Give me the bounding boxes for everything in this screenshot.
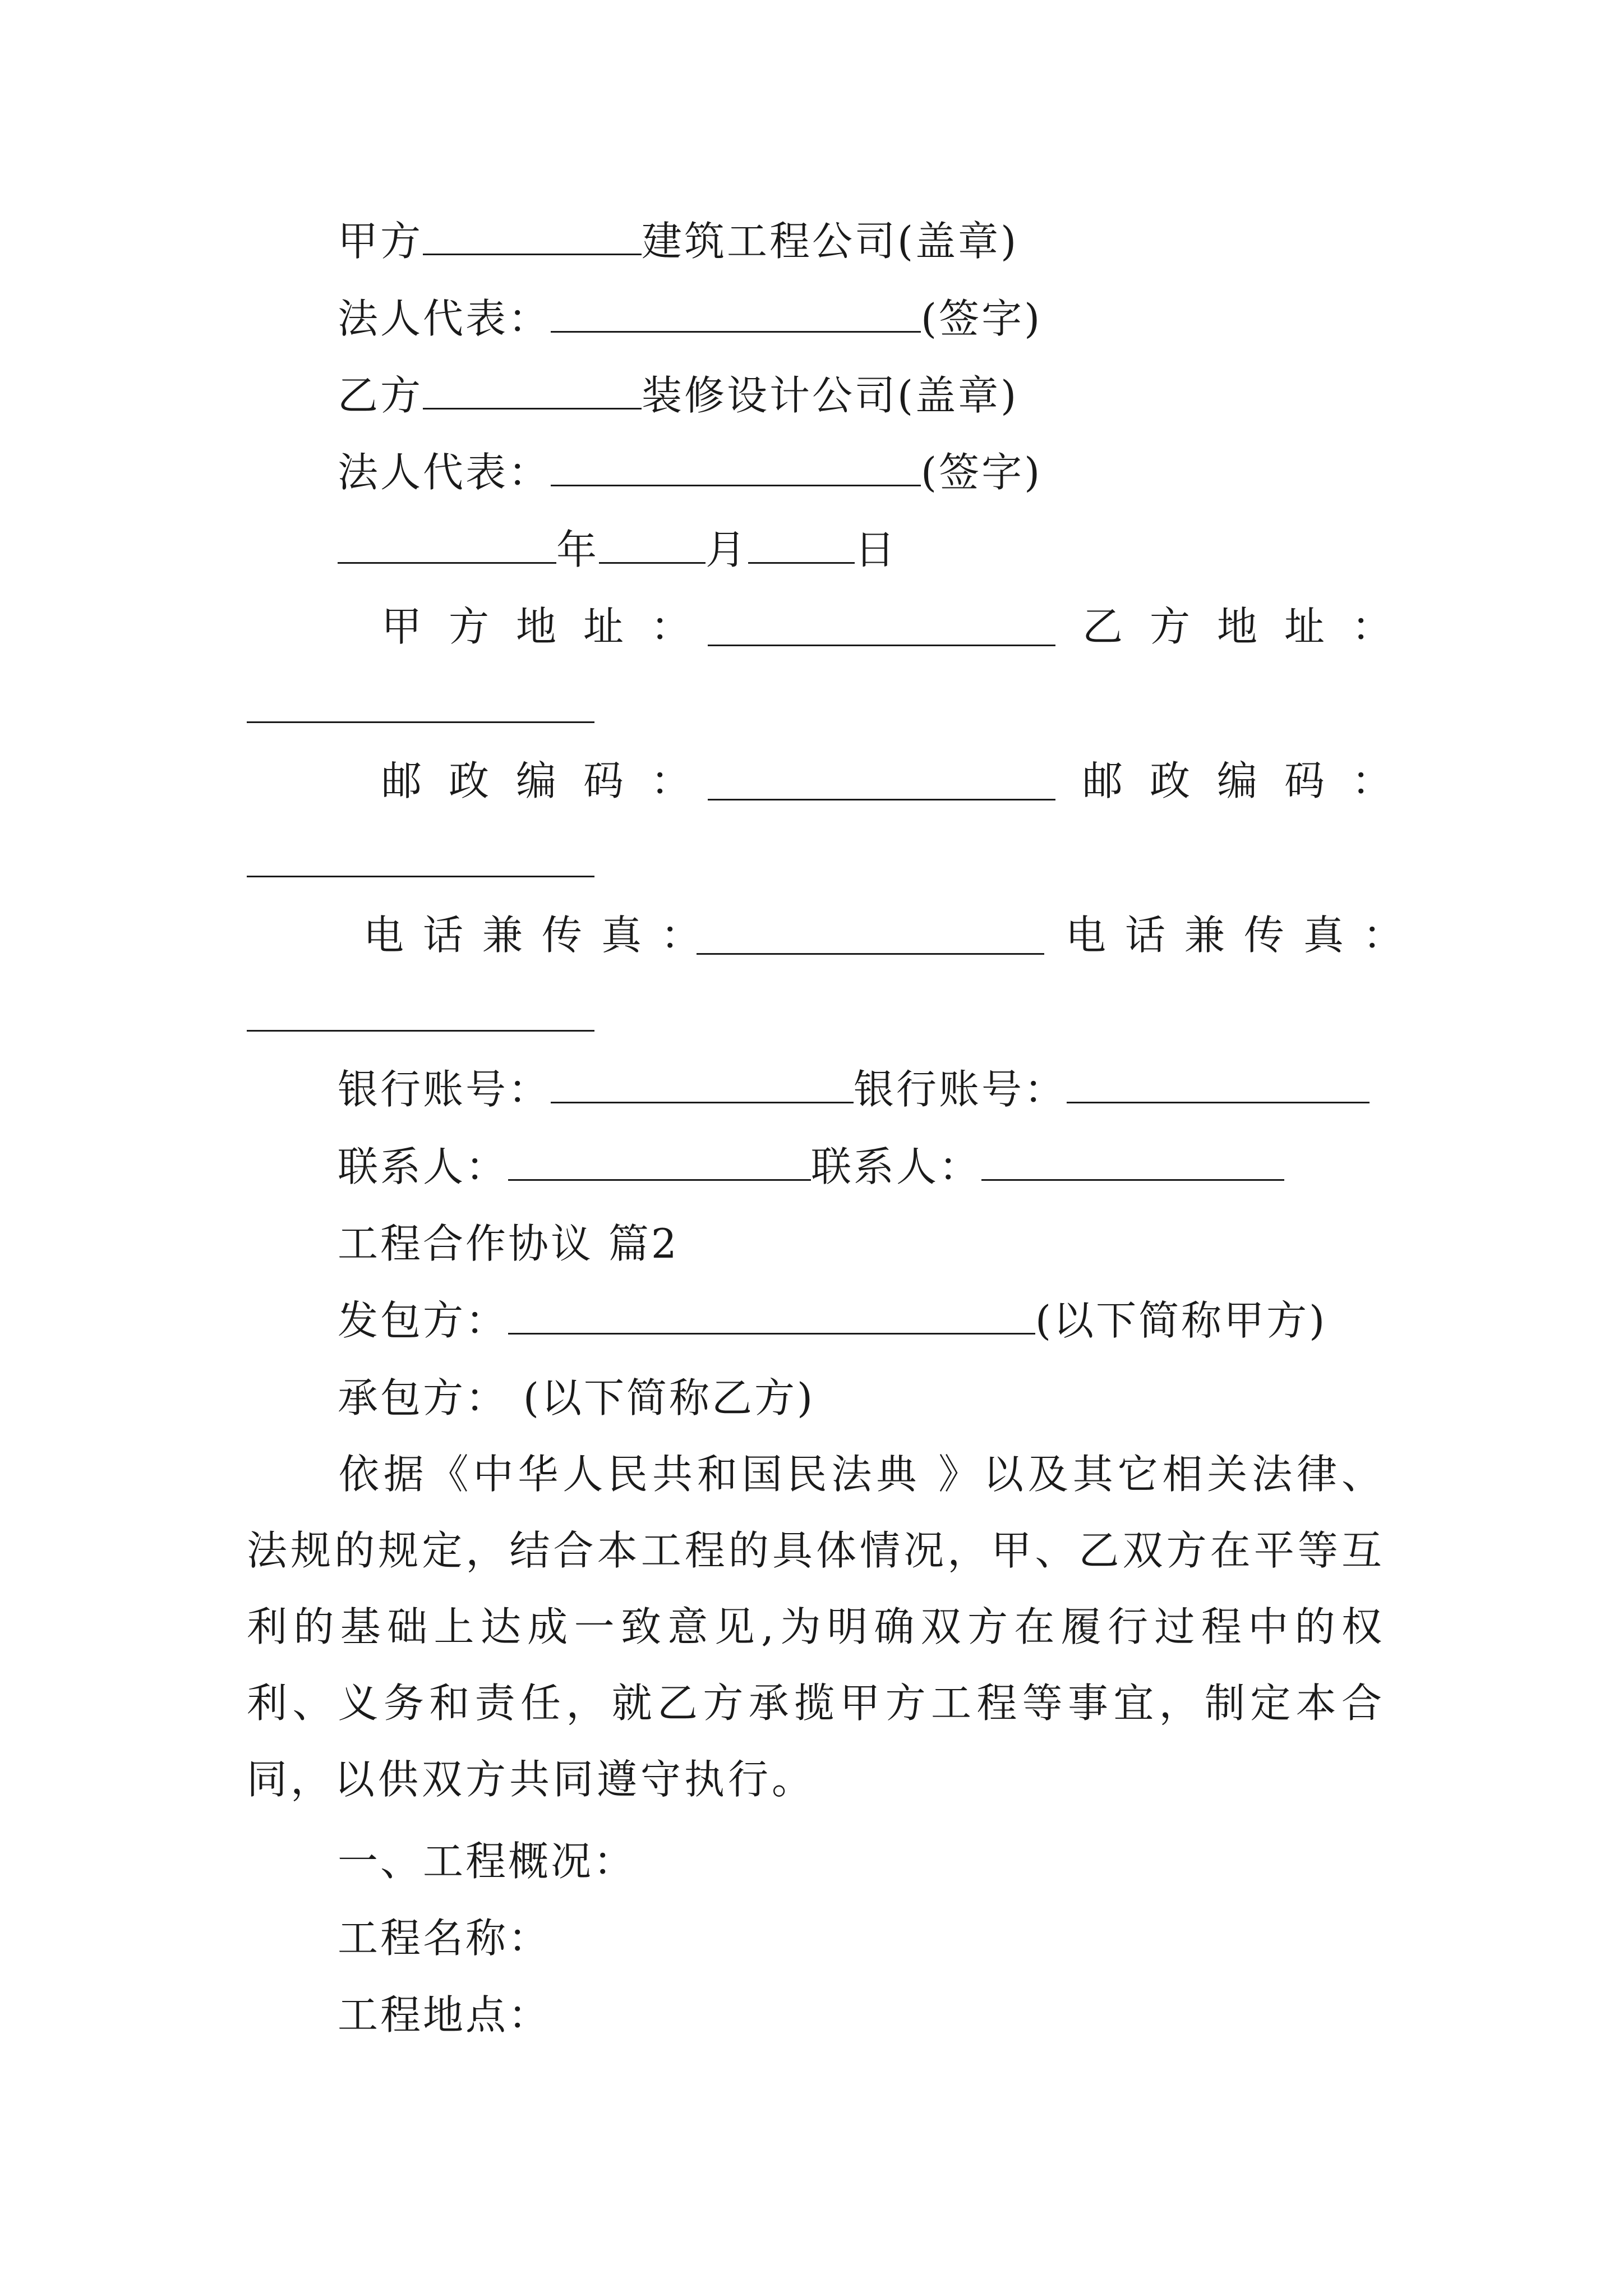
contractor-line: 承包方： (以下简称乙方) xyxy=(338,1374,815,1421)
phone-b: 电话兼传真： xyxy=(1066,912,1423,959)
blank-field xyxy=(599,527,706,564)
blank-field xyxy=(423,373,642,409)
blank-field xyxy=(247,720,594,723)
date-line xyxy=(338,527,897,572)
party-a-suffix: 建筑工程公司(盖章) xyxy=(642,218,1019,265)
contact-label-a: 联系人： xyxy=(338,1143,509,1190)
blank-field xyxy=(551,450,921,486)
address-a: 甲方地址： xyxy=(381,603,718,650)
body-paragraph xyxy=(247,1436,1385,1818)
postcode-b: 邮政编码： xyxy=(1082,757,1419,804)
party-a-rep-line xyxy=(338,296,1042,341)
blank-field xyxy=(423,219,642,255)
section-heading: 一、工程概况： xyxy=(338,1838,637,1885)
party-b-suffix: 装修设计公司(盖章) xyxy=(642,372,1019,419)
employer-label: 发包方： xyxy=(338,1297,509,1344)
blank-field xyxy=(551,1067,854,1103)
blank-field xyxy=(247,1029,594,1032)
blank-field xyxy=(708,643,1055,646)
sign-suffix: (签字) xyxy=(921,449,1043,496)
address-b: 乙方地址： xyxy=(1082,603,1419,650)
contact-line xyxy=(338,1144,1284,1189)
postcode-a: 邮政编码： xyxy=(381,757,718,804)
blank-field xyxy=(1067,1067,1370,1103)
blank-field xyxy=(338,527,556,564)
employer-suffix: (以下简称甲方) xyxy=(1035,1297,1327,1344)
project-name-line: 工程名称： xyxy=(338,1915,551,1962)
year-label: 年 xyxy=(556,526,600,573)
blank-field xyxy=(981,1144,1284,1181)
bank-label-a: 银行账号： xyxy=(338,1066,551,1113)
project-location-line: 工程地点： xyxy=(338,1991,551,2039)
phone-a: 电话兼传真： xyxy=(363,912,721,959)
rep-label: 法人代表： xyxy=(338,295,551,342)
blank-field xyxy=(551,296,921,333)
employer-line xyxy=(338,1298,1327,1343)
blank-field xyxy=(697,952,1044,955)
body-text: 依据《中华人民共和国民法典 》以及其它相关法律、法规的规定，结合本工程的具体情况，甲、乙双方在平等互利的基础上达成一致意见,为明确双方在履行过程中的权利、义务和责任，就乙方承揽甲方工程等事宜，制定本合同，以供双方共同遵守执行。 xyxy=(247,1451,1385,1803)
contact-label-b: 联系人： xyxy=(811,1143,982,1190)
party-b-line xyxy=(338,373,1018,418)
blank-field xyxy=(508,1144,811,1181)
section-title: 工程合作协议 篇2 xyxy=(338,1220,679,1267)
blank-field xyxy=(508,1298,1035,1335)
party-b-rep-line xyxy=(338,450,1042,495)
blank-field xyxy=(708,798,1055,800)
bank-line xyxy=(338,1067,1370,1112)
rep-label: 法人代表： xyxy=(338,449,551,496)
month-label: 月 xyxy=(706,526,749,573)
bank-label-b: 银行账号： xyxy=(854,1066,1067,1113)
day-label: 日 xyxy=(855,526,898,573)
party-a-label: 甲方 xyxy=(338,218,423,265)
party-b-label: 乙方 xyxy=(338,372,423,419)
sign-suffix: (签字) xyxy=(921,295,1043,342)
blank-field xyxy=(748,527,855,564)
party-a-line xyxy=(338,219,1018,264)
blank-field xyxy=(247,875,594,877)
